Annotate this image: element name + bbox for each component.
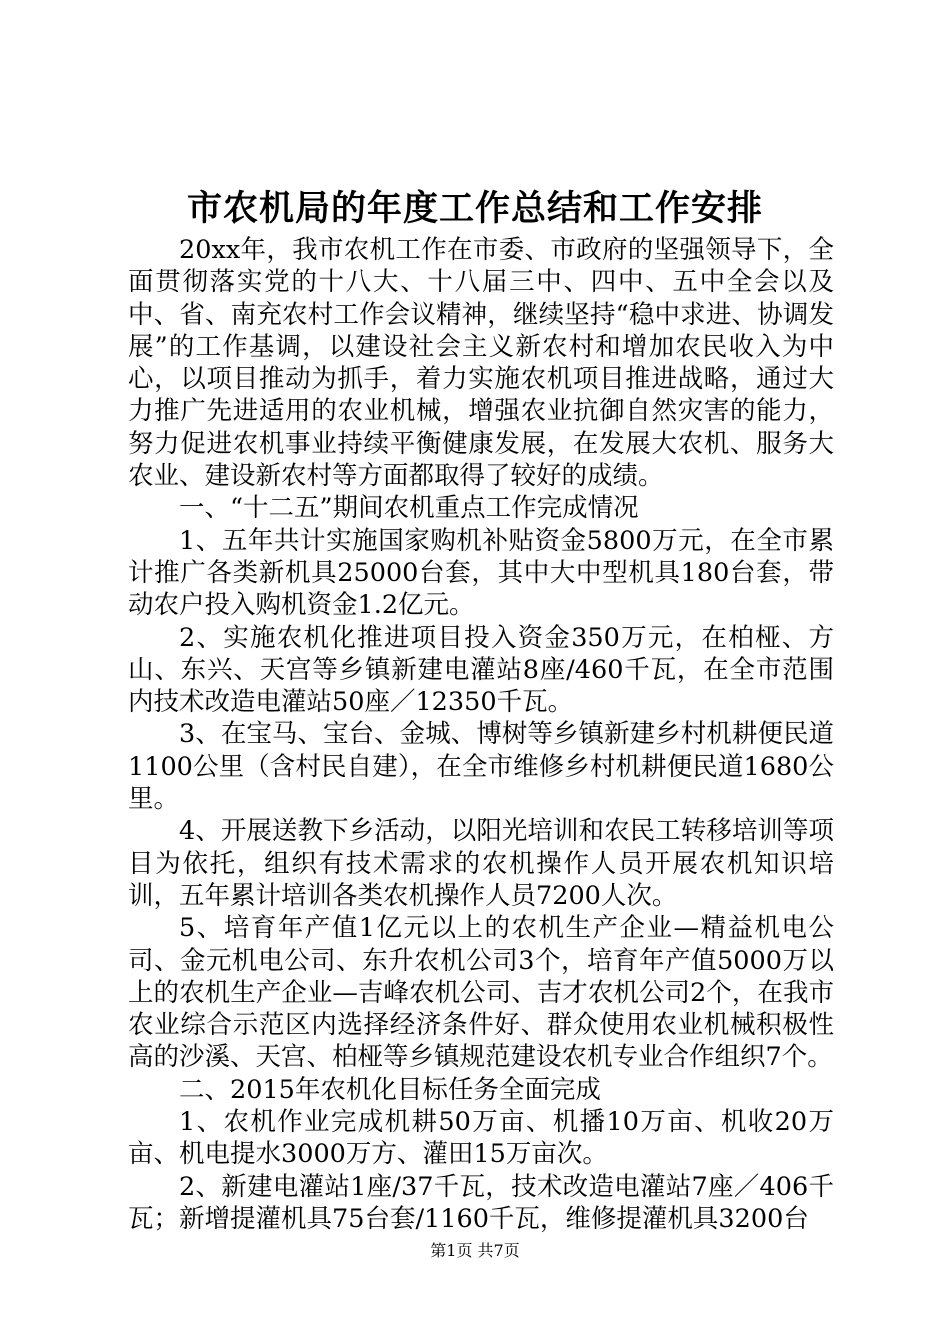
page-number: 第1页 共7页 bbox=[430, 1241, 520, 1260]
list-item: 2、新建电灌站1座/37千瓦，技术改造电灌站7座／406千瓦；新增提灌机具75台套/1160千瓦，维修提灌机具3200台 bbox=[128, 1171, 834, 1234]
document-title: 市农机局的年度工作总结和工作安排 bbox=[186, 188, 763, 229]
list-item: 3、在宝马、宝台、金城、博树等乡镇新建乡村机耕便民道1100公里（含村民自建），在全市维修乡村机耕便民道1680公里。 bbox=[128, 719, 834, 815]
list-item: 1、农机作业完成机耕50万亩、机播10万亩、机收20万亩、机电提水3000万方、灌田15万亩次。 bbox=[128, 1107, 834, 1170]
document-body bbox=[128, 234, 834, 1235]
section-heading-1: 一、“十二五”期间农机重点工作完成情况 bbox=[179, 493, 639, 524]
paragraph-intro: 20xx年，我市农机工作在市委、市政府的坚强领导下，全面贯彻落实党的十八大、十八届三中、四中、五中全会以及中、省、南充农村工作会议精神，继续坚持“稳中求进、协调发展”的工作基调，以建设社会主义新农村和增加农民收入为中心，以项目推动为抓手，着力实施农机项目推进战略，通过大力推广先进适用的农业机械，增强农业抗御自然灾害的能力，努力促进农机事业持续平衡健康发展，在发展大农机、服务大农业、建设新农村等方面都取得了较好的成绩。 bbox=[128, 235, 834, 492]
section-heading-2: 二、2015年农机化目标任务全面完成 bbox=[179, 1074, 601, 1105]
list-item: 4、开展送教下乡活动，以阳光培训和农民工转移培训等项目为依托，组织有技术需求的农机操作人员开展农机知识培训，五年累计培训各类农机操作人员7200人次。 bbox=[128, 816, 834, 911]
list-item: 2、实施农机化推进项目投入资金350万元，在柏桠、方山、东兴、天宫等乡镇新建电灌站8座/460千瓦，在全市范围内技术改造电灌站50座／12350千瓦。 bbox=[128, 622, 834, 718]
list-item: 1、五年共计实施国家购机补贴资金5800万元，在全市累计推广各类新机具25000台套，其中大中型机具180台套，带动农户投入购机资金1.2亿元。 bbox=[128, 525, 834, 621]
list-item: 5、培育年产值1亿元以上的农机生产企业—精益机电公司、金元机电公司、东升农机公司3个，培育年产值5000万以上的农机生产企业—吉峰农机公司、吉才农机公司2个，在我市农业综合示范区内选择经济条件好、群众使用农业机械积极性高的沙溪、天宫、柏桠等乡镇规范建设农机专业合作组织7个。 bbox=[128, 913, 834, 1073]
